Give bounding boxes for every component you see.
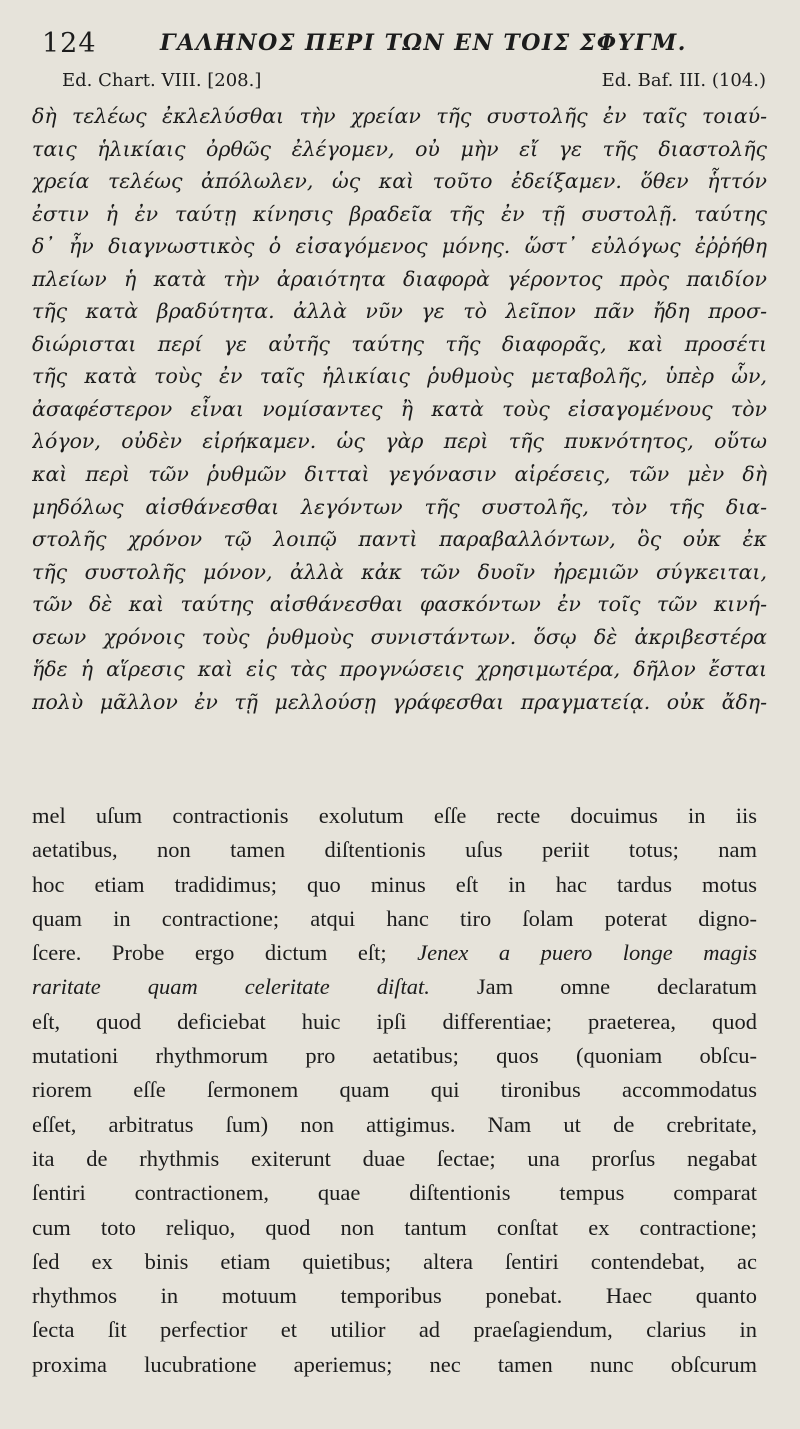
greek-line: τῶν δὲ καὶ ταύτης αἰσθάνεσθαι φασκόντων ἐν τοῖς τῶν κινή- xyxy=(32,592,767,617)
latin-line: riorem eſſe ſermonem quam qui tironibus accommodatus xyxy=(32,1077,757,1103)
greek-text-block xyxy=(32,100,767,718)
latin-line: ſentiri contractionem, quae diſtentionis tempus comparat xyxy=(32,1180,757,1206)
greek-line: μηδόλως αἰσθάνεσθαι λεγόντων τῆς συστολῆς, τὸν τῆς δια- xyxy=(32,494,767,519)
greek-line: στολῆς χρόνον τῷ λοιπῷ παντὶ παραβαλλόντων, ὃς οὐκ ἐκ xyxy=(32,527,767,552)
latin-line: ſed ex binis etiam quietibus; altera ſentiri contendebat, ac xyxy=(32,1248,757,1274)
latin-line: hoc etiam tradidimus; quo minus eſt in hac tardus motus xyxy=(32,871,757,897)
latin-line: mel uſum contractionis exolutum eſſe recte docuimus in iis xyxy=(32,803,757,828)
running-head xyxy=(42,28,740,62)
latin-line: mutationi rhythmorum pro aetatibus; quos (quoniam obſcu- xyxy=(32,1043,757,1069)
latin-translation-block xyxy=(32,799,757,1382)
latin-text: Jam omne declaratum xyxy=(476,974,757,1000)
greek-line: καὶ περὶ τῶν ῥυθμῶν διτταὶ γεγόνασιν αἱρέσεις, τῶν μὲν δὴ xyxy=(32,462,767,487)
edition-ref-basel: Ed. Baf. III. (104.) xyxy=(601,70,766,91)
greek-line: τῆς κατὰ τοὺς ἐν ταῖς ἡλικίαις ῥυθμοὺς μεταβολῆς, ὑπὲρ ὧν, xyxy=(32,364,767,389)
latin-text: ſcere. Probe ergo dictum eſt; xyxy=(32,940,387,966)
greek-line: ἀσαφέστερον εἶναι νομίσαντες ἢ κατὰ τοὺς εἰσαγομένους τὸν xyxy=(32,396,767,421)
edition-references xyxy=(62,70,766,96)
latin-line: ſecta ſit perfectior et utilior ad praeſagiendum, clarius in xyxy=(32,1317,757,1343)
latin-line: ita de rhythmis exiterunt duae ſectae; una prorſus negabat xyxy=(32,1145,757,1171)
greek-line: ταις ἡλικίαις ὀρθῶς ἐλέγομεν, οὐ μὴν εἴ γε τῆς διαστολῆς xyxy=(32,136,767,161)
latin-line: eſt, quod deficiebat huic ipſi differentiae; praeterea, quod xyxy=(32,1008,757,1034)
latin-quotation: Jenex a puero longe magis xyxy=(417,940,757,966)
latin-line: proxima lucubratione aperiemus; nec tamen nunc obſcurum xyxy=(32,1351,757,1377)
greek-line: πολὺ μᾶλλον ἐν τῇ μελλούσῃ γράφεσθαι πραγματείᾳ. οὐκ ἄδη- xyxy=(32,689,767,714)
greek-line: χρεία τελέως ἀπόλωλεν, ὡς καὶ τοῦτο ἐδείξαμεν. ὅθεν ἧττόν xyxy=(32,169,767,194)
latin-line: aetatibus, non tamen diſtentionis uſus periit totus; nam xyxy=(32,837,757,863)
latin-quotation: raritate quam celeritate diſtat. xyxy=(32,974,430,1000)
greek-line: πλείων ἡ κατὰ τὴν ἀραιότητα διαφορὰ γέροντος πρὸς παιδίον xyxy=(32,266,767,291)
latin-line: quam in contractione; atqui hanc tiro ſolam poterat digno- xyxy=(32,905,757,931)
greek-line: δὴ τελέως ἐκλελύσθαι τὴν χρείαν τῆς συστολῆς ἐν ταῖς τοιαύ- xyxy=(32,104,767,128)
greek-line: λόγον, οὐδὲν εἰρήκαμεν. ὡς γὰρ περὶ τῆς πυκνότητος, οὕτω xyxy=(32,429,767,454)
edition-ref-chartier: Ed. Chart. VIII. [208.] xyxy=(62,70,262,91)
page-number: 124 xyxy=(42,28,97,59)
greek-line: σεων χρόνοις τοὺς ῥυθμοὺς συνιστάντων. ὅσῳ δὲ ἀκριβεστέρα xyxy=(32,624,767,649)
running-title: ΓΑΛΗΝΟΣ ΠΕΡΙ ΤΩΝ ΕΝ ΤΟΙΣ ΣΦΥΓΜ. xyxy=(160,30,687,56)
latin-line: rhythmos in motuum temporibus ponebat. Haec quanto xyxy=(32,1283,757,1309)
greek-line: τῆς συστολῆς μόνον, ἀλλὰ κἀκ τῶν δυοῖν ἠρεμιῶν σύγκειται, xyxy=(32,559,767,584)
greek-line: ἥδε ἡ αἵρεσις καὶ εἰς τὰς προγνώσεις χρησιμωτέρα, δῆλον ἔσται xyxy=(32,657,767,682)
greek-line: τῆς κατὰ βραδύτητα. ἀλλὰ νῦν γε τὸ λεῖπον πᾶν ἤδη προσ- xyxy=(32,299,767,324)
greek-line: διώρισται περί γε αὐτῆς ταύτης τῆς διαφορᾶς, καὶ προσέτι xyxy=(32,331,767,356)
latin-line-mixed xyxy=(32,936,757,970)
greek-line: δ᾽ ἦν διαγνωστικὸς ὁ εἰσαγόμενος μόνης. ὥστ᾽ εὐλόγως ἐῤῥήθη xyxy=(32,234,767,259)
greek-line: ἐστιν ἡ ἐν ταύτῃ κίνησις βραδεῖα τῆς ἐν τῇ συστολῇ. ταύτης xyxy=(32,201,767,226)
latin-line: eſſet, arbitratus ſum) non attigimus. Nam ut de crebritate, xyxy=(32,1111,757,1137)
latin-line-mixed xyxy=(32,970,757,1004)
latin-line: cum toto reliquo, quod non tantum conſtat ex contractione; xyxy=(32,1214,757,1240)
